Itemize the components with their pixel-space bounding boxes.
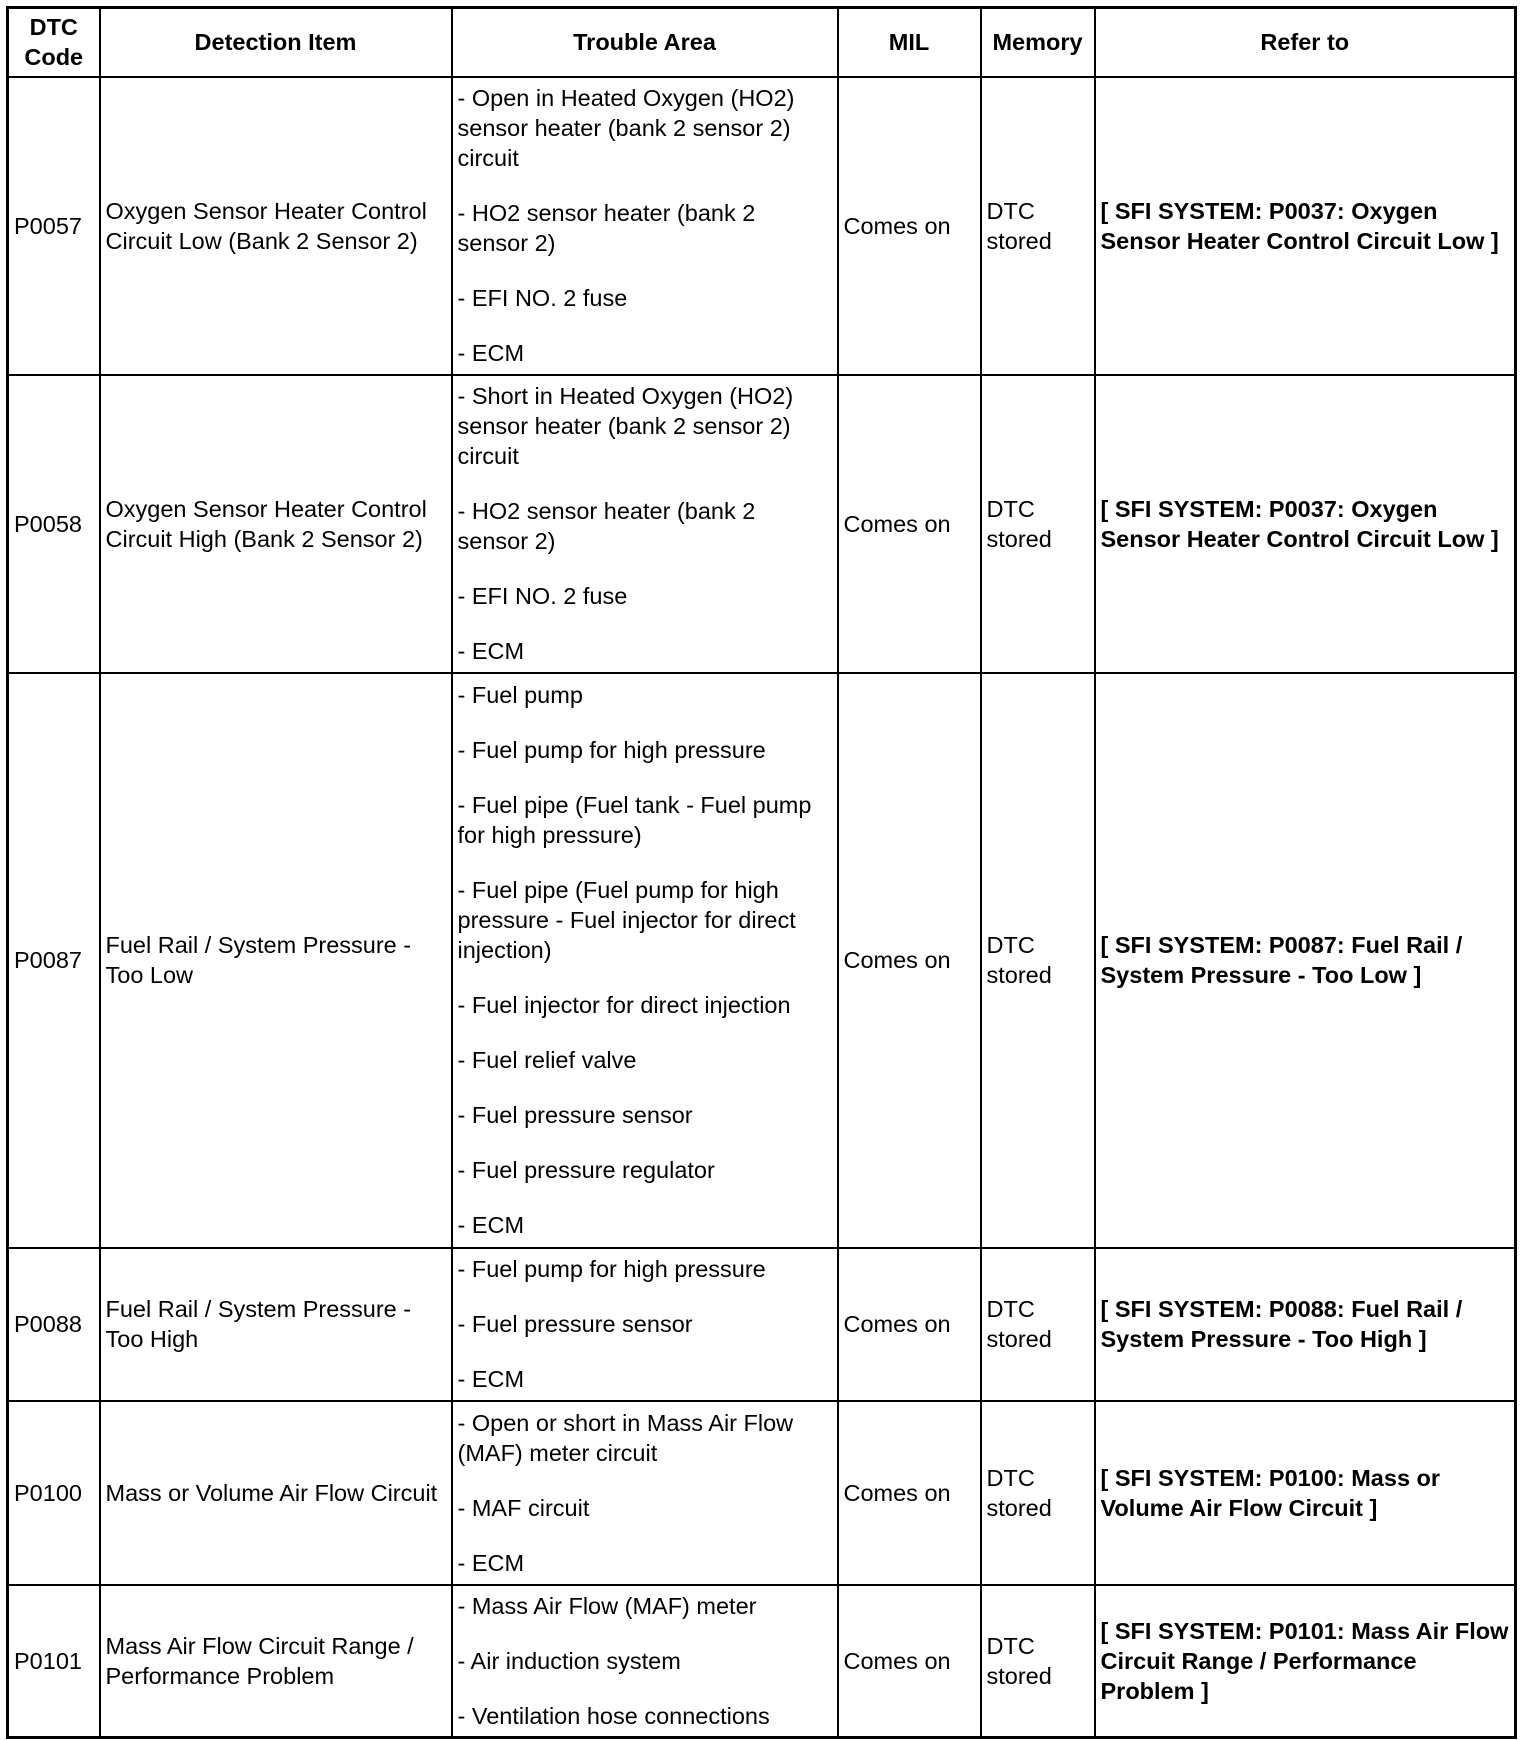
trouble-area-item: - MAF circuit <box>457 1494 590 1521</box>
detection-item-cell: Mass Air Flow Circuit Range / Performance Problem <box>100 1585 452 1738</box>
memory-cell: DTC stored <box>981 1585 1095 1738</box>
trouble-area-item: - ECM <box>457 1549 525 1576</box>
memory-cell: DTC stored <box>981 77 1095 375</box>
dtc-table <box>6 6 1517 1739</box>
detection-item-cell: Mass or Volume Air Flow Circuit <box>100 1401 452 1585</box>
header-dtc-code: DTC Code <box>8 8 100 77</box>
trouble-area-list <box>458 680 832 1240</box>
trouble-area-item: - Open or short in Mass Air Flow (MAF) meter circuit <box>457 1409 794 1466</box>
trouble-area-item: - EFI NO. 2 fuse <box>457 583 628 609</box>
refer-to-cell: [ SFI SYSTEM: P0037: Oxygen Sensor Heater Control Circuit Low ] <box>1095 77 1516 375</box>
trouble-area-item: - Fuel pump for high pressure <box>457 1256 766 1282</box>
trouble-area-item: - ECM <box>457 1212 525 1238</box>
trouble-area-item: - Fuel pipe (Fuel pump for high pressure - Fuel injector for direct injection) <box>457 877 796 963</box>
detection-item-cell: Oxygen Sensor Heater Control Circuit High (Bank 2 Sensor 2) <box>100 375 452 673</box>
trouble-area-item: - Fuel injector for direct injection <box>457 992 791 1018</box>
trouble-area-item: - Open in Heated Oxygen (HO2) sensor heater (bank 2 sensor 2) circuit <box>457 85 795 171</box>
trouble-area-item: - Mass Air Flow (MAF) meter <box>457 1592 757 1619</box>
header-trouble-area: Trouble Area <box>452 8 838 77</box>
trouble-area-item: - Fuel pressure sensor <box>457 1102 693 1128</box>
dtc-code-cell: P0100 <box>8 1401 100 1585</box>
trouble-area-item: - HO2 sensor heater (bank 2 sensor 2) <box>457 200 756 256</box>
table-row <box>8 77 1516 375</box>
memory-cell: DTC stored <box>981 673 1095 1248</box>
detection-item-cell: Fuel Rail / System Pressure - Too High <box>100 1248 452 1401</box>
trouble-area-item: - HO2 sensor heater (bank 2 sensor 2) <box>457 498 756 554</box>
refer-to-cell: [ SFI SYSTEM: P0087: Fuel Rail / System Pressure - Too Low ] <box>1095 673 1516 1248</box>
trouble-area-list <box>458 381 832 666</box>
mil-cell: Comes on <box>838 1248 981 1401</box>
trouble-area-cell <box>452 1248 838 1401</box>
trouble-area-item: - ECM <box>457 1366 525 1392</box>
refer-to-cell: [ SFI SYSTEM: P0088: Fuel Rail / System Pressure - Too High ] <box>1095 1248 1516 1401</box>
table-row <box>8 1248 1516 1401</box>
memory-cell: DTC stored <box>981 1401 1095 1585</box>
trouble-area-item: - Fuel pressure sensor <box>457 1311 693 1337</box>
header-mil: MIL <box>838 8 981 77</box>
mil-cell: Comes on <box>838 1401 981 1585</box>
trouble-area-item: - Air induction system <box>457 1647 681 1674</box>
trouble-area-cell <box>452 673 838 1248</box>
trouble-area-list <box>458 83 832 368</box>
refer-to-cell: [ SFI SYSTEM: P0101: Mass Air Flow Circuit Range / Performance Problem ] <box>1095 1585 1516 1738</box>
trouble-area-item: - Fuel relief valve <box>457 1047 637 1073</box>
dtc-code-cell: P0101 <box>8 1585 100 1738</box>
trouble-area-item: - EFI NO. 2 fuse <box>457 285 628 311</box>
header-refer-to: Refer to <box>1095 8 1516 77</box>
memory-cell: DTC stored <box>981 375 1095 673</box>
header-memory: Memory <box>981 8 1095 77</box>
mil-cell: Comes on <box>838 1585 981 1738</box>
trouble-area-list <box>458 1408 832 1578</box>
trouble-area-item: - Fuel pump for high pressure <box>457 737 766 763</box>
trouble-area-item: - Fuel pipe (Fuel tank - Fuel pump for high pressure) <box>457 792 812 848</box>
dtc-code-cell: P0057 <box>8 77 100 375</box>
memory-cell: DTC stored <box>981 1248 1095 1401</box>
dtc-code-cell: P0088 <box>8 1248 100 1401</box>
trouble-area-cell <box>452 77 838 375</box>
table-row <box>8 375 1516 673</box>
trouble-area-cell <box>452 375 838 673</box>
refer-to-cell: [ SFI SYSTEM: P0037: Oxygen Sensor Heater Control Circuit Low ] <box>1095 375 1516 673</box>
detection-item-cell: Fuel Rail / System Pressure - Too Low <box>100 673 452 1248</box>
table-row <box>8 673 1516 1248</box>
header-detection-item: Detection Item <box>100 8 452 77</box>
trouble-area-item: - ECM <box>457 638 525 664</box>
trouble-area-item: - Fuel pressure regulator <box>457 1157 715 1183</box>
table-row <box>8 1585 1516 1738</box>
trouble-area-list <box>458 1591 832 1731</box>
mil-cell: Comes on <box>838 77 981 375</box>
header-row <box>8 8 1516 77</box>
table-body <box>8 77 1516 1738</box>
mil-cell: Comes on <box>838 375 981 673</box>
trouble-area-cell <box>452 1401 838 1585</box>
trouble-area-list <box>458 1254 832 1394</box>
mil-cell: Comes on <box>838 673 981 1248</box>
trouble-area-item: - Short in Heated Oxygen (HO2) sensor heater (bank 2 sensor 2) circuit <box>457 383 794 469</box>
detection-item-cell: Oxygen Sensor Heater Control Circuit Low (Bank 2 Sensor 2) <box>100 77 452 375</box>
dtc-code-cell: P0087 <box>8 673 100 1248</box>
trouble-area-cell <box>452 1585 838 1738</box>
refer-to-cell: [ SFI SYSTEM: P0100: Mass or Volume Air Flow Circuit ] <box>1095 1401 1516 1585</box>
dtc-code-cell: P0058 <box>8 375 100 673</box>
trouble-area-item: - Ventilation hose connections <box>457 1702 770 1729</box>
trouble-area-item: - Fuel pump <box>457 682 583 708</box>
table-row <box>8 1401 1516 1585</box>
trouble-area-item: - ECM <box>457 340 525 366</box>
